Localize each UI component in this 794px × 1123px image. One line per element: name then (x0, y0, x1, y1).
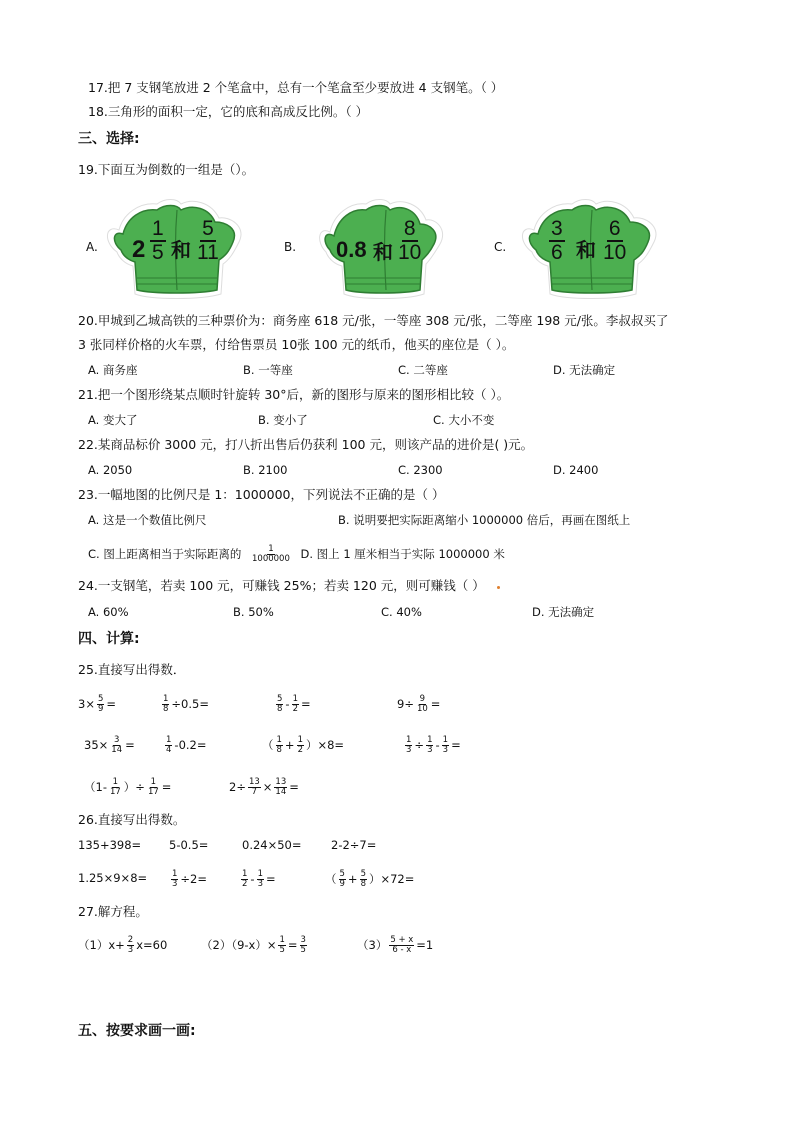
question-19: 19.下面互为倒数的一组是（）。 (78, 162, 255, 177)
section-3-heading: 三、选择: (78, 131, 140, 147)
q19-option-c-letter: C. (494, 240, 507, 254)
q26-expr-6: $\frac{1}{3}$ ÷2= (172, 869, 208, 889)
q22-option-d: D. 2400 (553, 463, 599, 477)
question-18: 18.三角形的面积一定，它的底和高成反比例。（ ） (88, 104, 369, 119)
section-4-heading: 四、计算: (78, 631, 140, 647)
q24-option-c: C. 40% (381, 605, 422, 619)
q19-a-whole: 2 (132, 236, 146, 263)
q21-option-b: B. 变小了 (258, 413, 308, 427)
q21-option-a: A. 变大了 (88, 413, 138, 427)
section-5-heading: 五、按要求画一画: (78, 1023, 196, 1039)
q24-option-d: D. 无法确定 (532, 605, 595, 619)
question-22: 22.某商品标价 3000 元，打八折出售后仍获利 100 元，则该产品的进价是( )元。 (78, 437, 534, 452)
q21-option-c: C. 大小不变 (433, 413, 495, 427)
q19-option-a-letter: A. (86, 240, 98, 254)
q25-expr-2: $\frac{1}{8}$ ÷0.5= (163, 694, 209, 714)
q20-option-c: C. 二等座 (398, 363, 448, 377)
q22-option-b: B. 2100 (243, 463, 288, 477)
q27-equation-2: （2）（9-x）× $\frac{1}{5}$ = $\frac{3}{5}$ (201, 935, 306, 955)
q20-option-b: B. 一等座 (243, 363, 293, 377)
q26-expr-8: （ $\frac{5}{9}$ + $\frac{5}{8}$ ）×72= (325, 869, 415, 889)
q26-expr-7: $\frac{1}{2}$ - $\frac{1}{3}$ = (242, 869, 276, 889)
q27-equation-1: （1）x+ $\frac{2}{3}$ x=60 (78, 935, 168, 955)
q23-option-c: C. 图上距离相当于实际距离的 $\frac{1}{1000000}$ D. 图上 1 厘米相当于实际 1000000 米 (88, 544, 505, 564)
question-23: 23.一幅地图的比例尺是 1：1000000，下列说法不正确的是（ ） (78, 487, 445, 502)
q19-b-fraction: 8 10 (398, 217, 422, 264)
q20-option-a: A. 商务座 (88, 363, 138, 377)
q19-b-decimal: 0.8 (336, 237, 367, 262)
q19-c-and: 和 (576, 238, 596, 262)
q23-option-a: A. 这是一个数值比例尺 (88, 513, 207, 527)
q26-expr-2: 5-0.5= (169, 838, 209, 852)
q19-a-and: 和 (171, 238, 191, 262)
q25-expr-7: （ $\frac{1}{8}$ + $\frac{1}{2}$ ）×8= (262, 735, 345, 755)
q22-option-a: A. 2050 (88, 463, 133, 477)
q26-expr-5: 1.25×9×8= (78, 871, 148, 885)
question-26: 26.直接写出得数。 (78, 812, 186, 827)
q24-option-b: B. 50% (233, 605, 274, 619)
q19-b-and: 和 (373, 240, 393, 264)
q19-a-fraction-1: 1 5 (152, 217, 164, 264)
question-20-line-1: 20.甲城到乙城高铁的三种票价为：商务座 618 元/张，一等座 308 元/张，二等座 198 元/张。李叔叔买了 (78, 313, 669, 328)
question-21: 21.把一个图形绕某点顺时针旋转 30°后，新的图形与原来的图形相比较（ ）。 (78, 387, 510, 402)
q19-option-b-letter: B. (284, 240, 297, 254)
stray-dot (497, 586, 500, 589)
q25-expr-3: $\frac{5}{8}$ - $\frac{1}{2}$ = (277, 694, 311, 714)
q27-equation-3: （3） $\frac{5 + x}{6 - x}$ =1 (357, 935, 434, 955)
q22-option-c: C. 2300 (398, 463, 443, 477)
q26-expr-1: 135+398= (78, 838, 142, 852)
q25-expr-5: 35× $\frac{3}{14}$ = (84, 735, 135, 755)
q25-expr-8: $\frac{1}{3}$ ÷ $\frac{1}{3}$ - $\frac{1}{3}$ = (406, 735, 461, 755)
q19-c-fraction-2: 6 10 (603, 217, 627, 264)
q25-expr-4: 9÷ $\frac{9}{10}$ = (397, 694, 441, 714)
q23-option-b: B. 说明要把实际距离缩小 1000000 倍后，再画在图纸上 (338, 513, 631, 527)
question-25: 25.直接写出得数． (78, 662, 186, 677)
q19-a-fraction-2: 5 11 (197, 217, 219, 264)
q26-expr-4: 2-2÷7= (331, 838, 377, 852)
question-17: 17.把 7 支钢笔放进 2 个笔盒中，总有一个笔盒至少要放进 4 支钢笔。（ ） (88, 80, 504, 95)
q25-expr-1: 3× $\frac{5}{9}$ = (78, 694, 117, 714)
q20-option-d: D. 无法确定 (553, 363, 616, 377)
question-20-line-2: 3 张同样价格的火车票，付给售票员 10张 100 元的纸币，他买的座位是（ ）。 (78, 337, 515, 352)
q25-expr-6: $\frac{1}{4}$ -0.2= (166, 735, 207, 755)
q25-expr-10: 2÷ $\frac{13}{7}$ × $\frac{13}{14}$ = (229, 777, 299, 797)
q25-expr-9: （1- $\frac{1}{17}$ ）÷ $\frac{1}{17}$ = (84, 777, 172, 797)
q26-expr-3: 0.24×50= (242, 838, 302, 852)
question-24: 24.一支钢笔，若卖 100 元，可赚钱 25%；若卖 120 元，则可赚钱（ ） (78, 578, 485, 593)
q24-option-a: A. 60% (88, 605, 129, 619)
q19-c-fraction-1: 3 6 (551, 217, 563, 264)
question-27: 27.解方程。 (78, 904, 148, 919)
